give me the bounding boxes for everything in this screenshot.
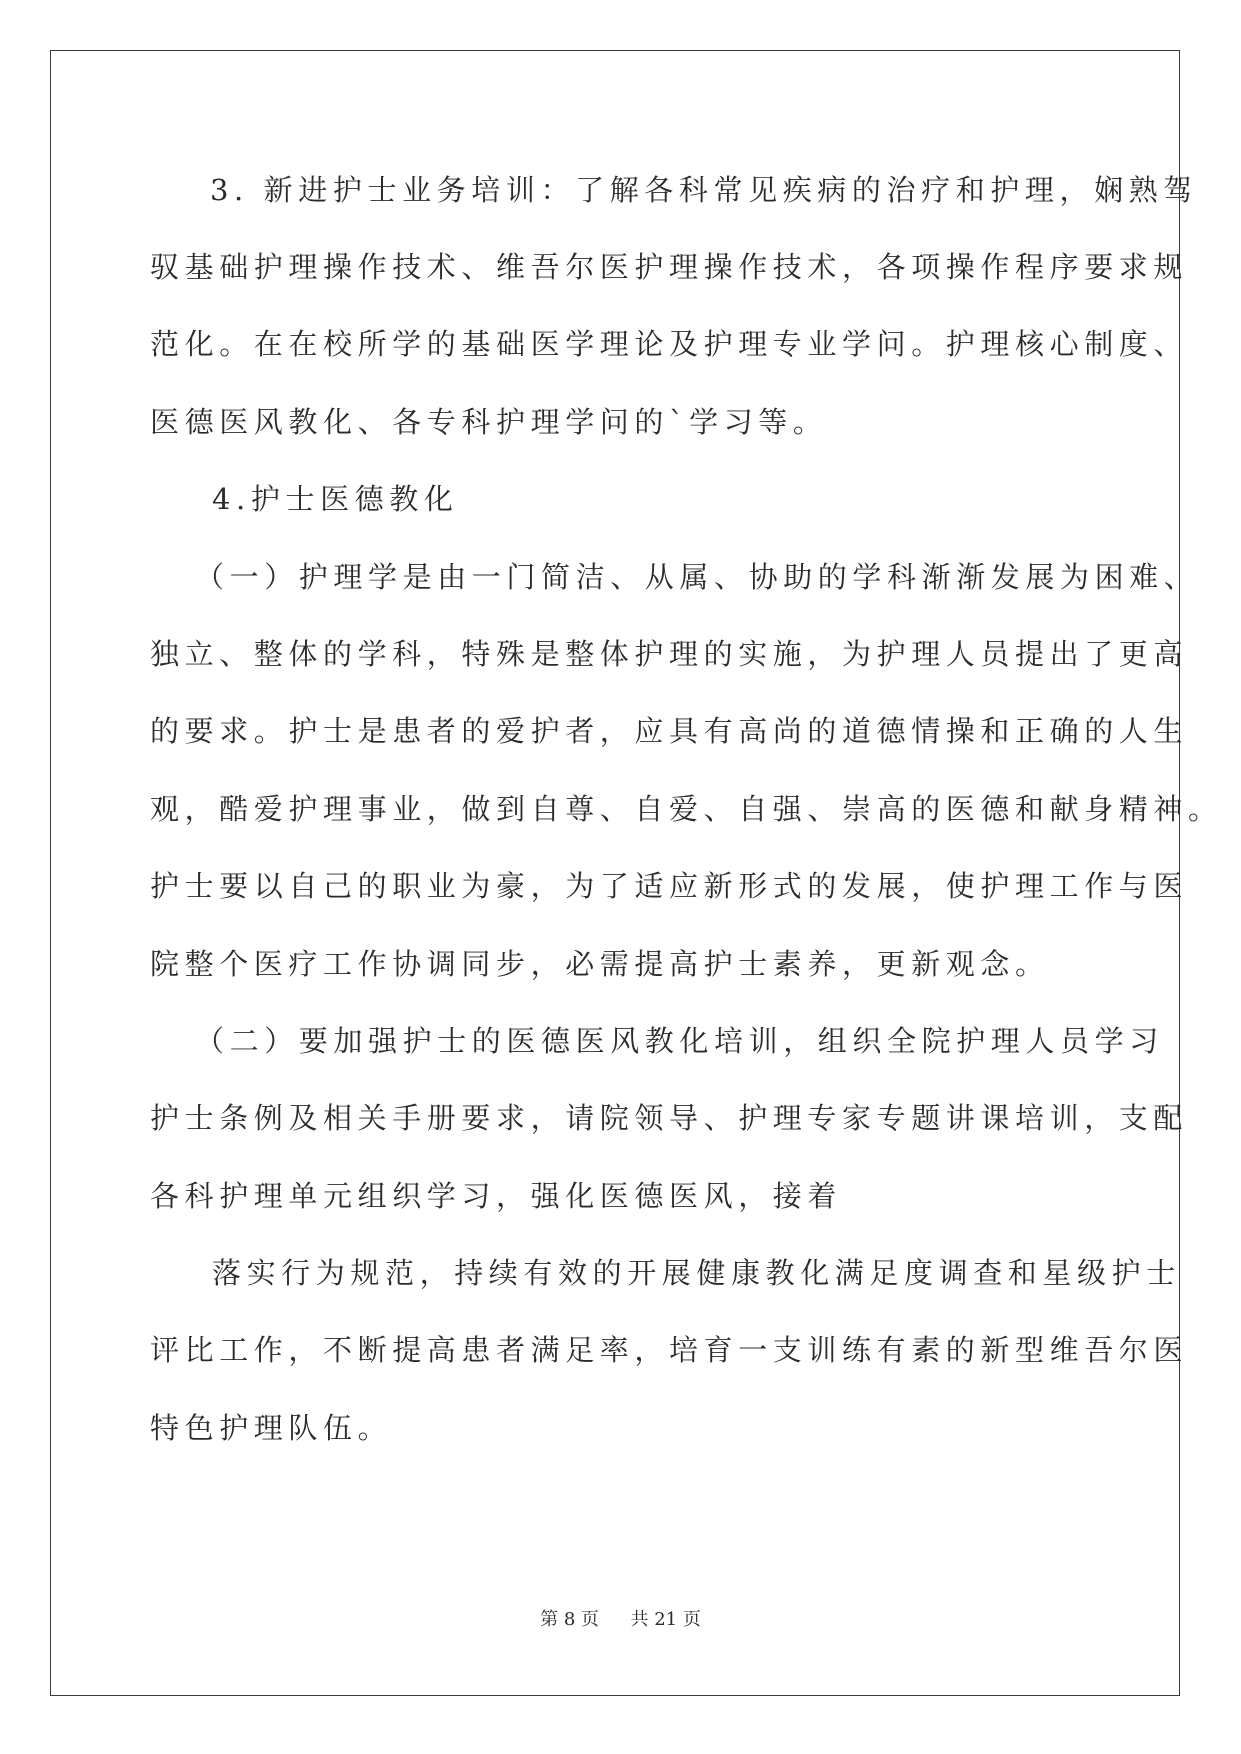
paragraph-line: 驭基础护理操作技术、维吾尔医护理操作技术，各项操作程序要求规 (150, 250, 1189, 284)
section-heading: 4.护士医德教化 (212, 482, 459, 516)
paragraph-line: 评比工作，不断提高患者满足率，培育一支训练有素的新型维吾尔医 (150, 1333, 1189, 1367)
paragraph-line: 范化。在在校所学的基础医学理论及护理专业学问。护理核心制度、 (150, 327, 1189, 361)
paragraph-line: 3. 新进护士业务培训：了解各科常见疾病的治疗和护理，娴熟驾 (210, 173, 1198, 207)
page-total: 共 21 页 (630, 1609, 701, 1630)
paragraph-line: （一）护理学是由一门简洁、从属、协助的学科渐渐发展为困难、 (195, 560, 1199, 594)
paragraph-line: 各科护理单元组织学习，强化医德医风，接着 (150, 1179, 843, 1213)
paragraph-line: 护士要以自己的职业为豪，为了适应新形式的发展，使护理工作与医 (150, 869, 1189, 903)
paragraph-line: 院整个医疗工作协调同步，必需提高护士素养，更新观念。 (150, 947, 1050, 981)
paragraph-line: 观，酷爱护理事业，做到自尊、自爱、自强、崇高的医德和献身精神。 (150, 792, 1223, 826)
paragraph-line: 独立、整体的学科，特殊是整体护理的实施，为护理人员提出了更高 (150, 637, 1189, 671)
paragraph-line: 的要求。护士是患者的爱护者，应具有高尚的道德情操和正确的人生 (150, 714, 1189, 748)
paragraph-line: 特色护理队伍。 (150, 1411, 393, 1445)
paragraph-line: 护士条例及相关手册要求，请院领导、护理专家专题讲课培训，支配 (150, 1101, 1189, 1135)
page-footer (0, 1608, 1241, 1632)
paragraph-line: （二）要加强护士的医德医风教化培训，组织全院护理人员学习 (195, 1024, 1164, 1058)
page-number: 第 8 页 (540, 1609, 600, 1630)
paragraph-line: 落实行为规范，持续有效的开展健康教化满足度调查和星级护士 (212, 1256, 1181, 1290)
paragraph-line: 医德医风教化、各专科护理学问的`学习等。 (150, 405, 828, 439)
